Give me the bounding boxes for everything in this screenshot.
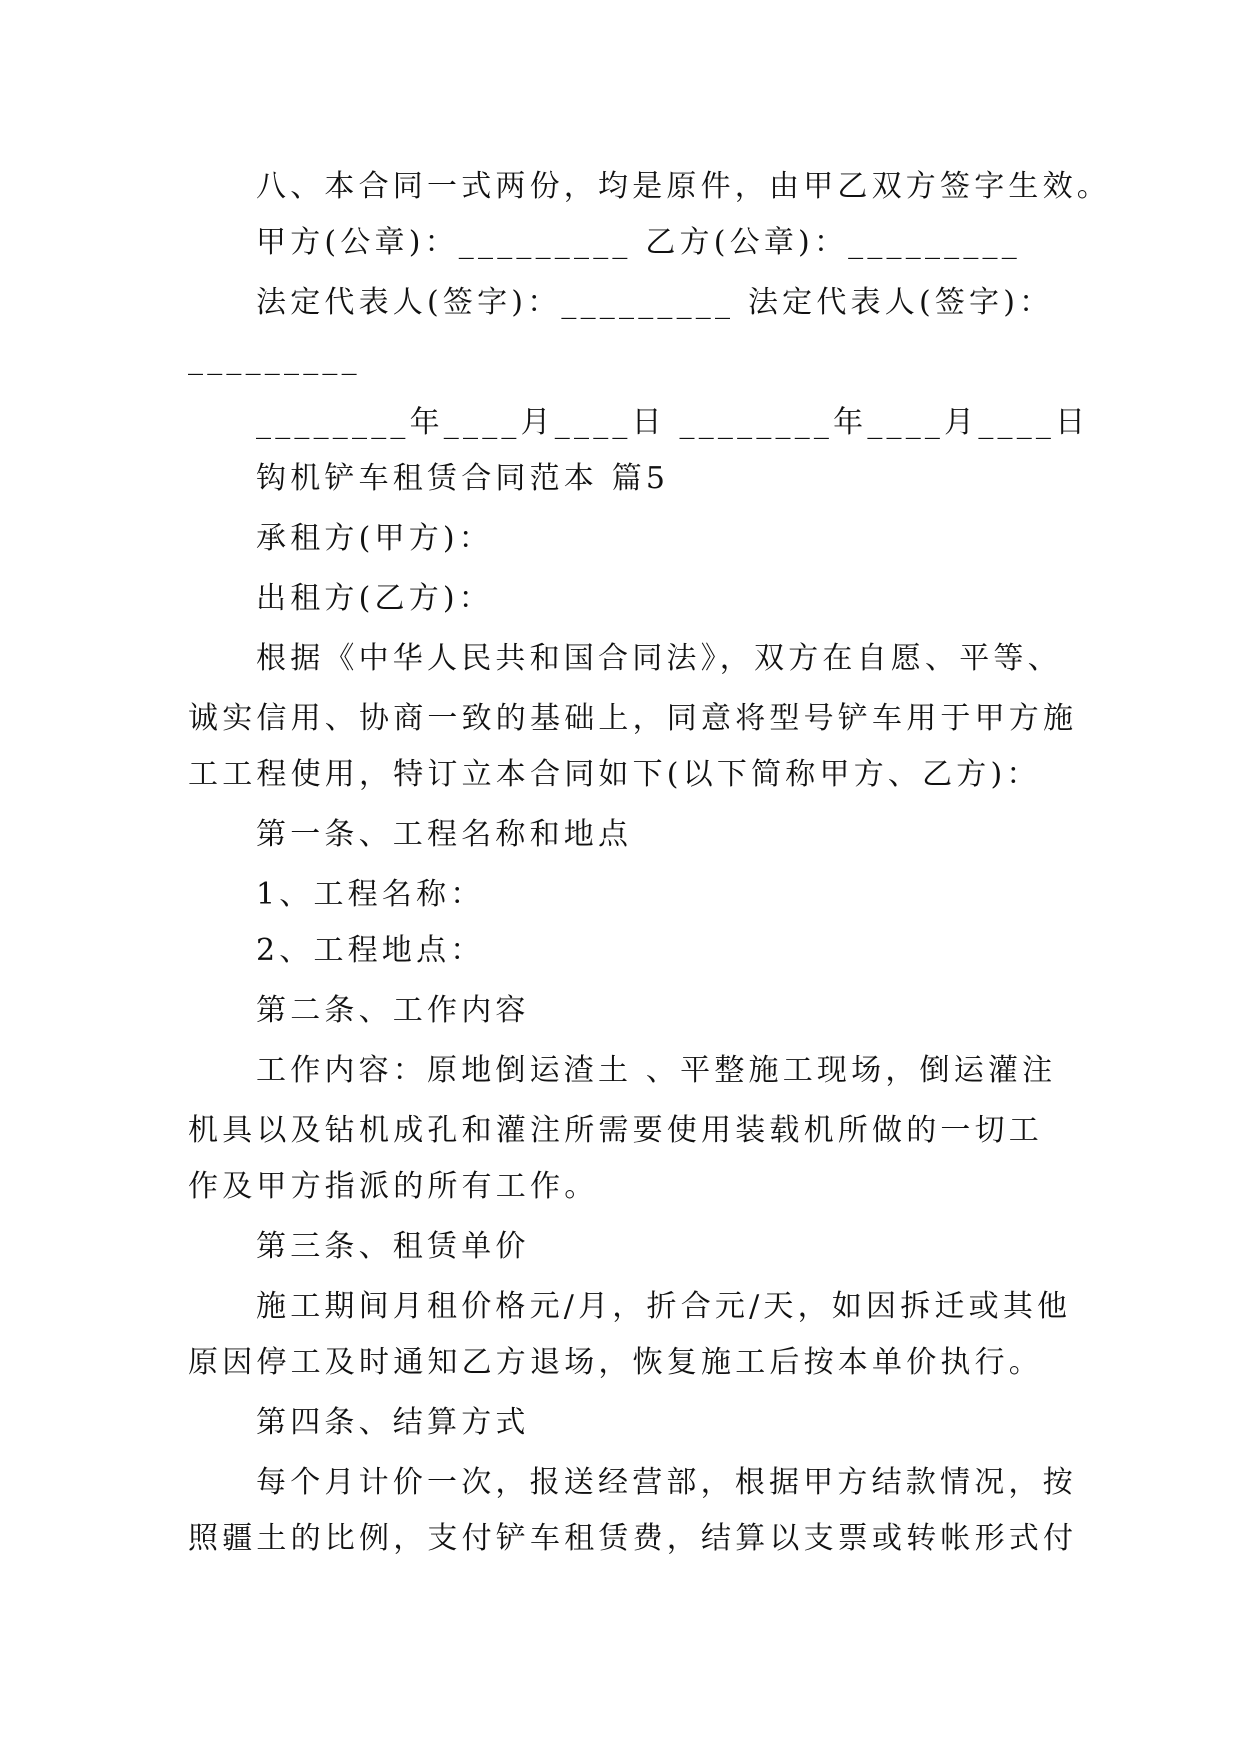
- lessee-line: 承租方(甲方)：: [256, 521, 494, 556]
- lessor-line: 出租方(乙方)：: [256, 581, 494, 616]
- signature-line-representative: 法定代表人(签字)：_________ 法定代表人(签字)：: [256, 285, 1054, 320]
- section-title: 钩机铲车租赁合同范本 篇5: [256, 461, 670, 496]
- article-heading: 第一条、工程名称和地点: [256, 817, 633, 852]
- item-line: 2、工程地点：: [256, 933, 485, 968]
- paragraph-line: 每个月计价一次，报送经营部，根据甲方结款情况，按: [256, 1465, 1077, 1500]
- paragraph-line: 机具以及钻机成孔和灌注所需要使用装载机所做的一切工: [188, 1113, 1043, 1148]
- paragraph-line: 工作内容：原地倒运渣土 、平整施工现场，倒运灌注: [256, 1053, 1057, 1088]
- signature-line-seal: 甲方(公章)：_________ 乙方(公章)：_________: [256, 225, 1021, 260]
- date-line: ________年____月____日 ________年____月____日: [256, 405, 1090, 440]
- article-heading: 第四条、结算方式: [256, 1405, 530, 1440]
- item-line: 1、工程名称：: [256, 877, 485, 912]
- paragraph-line: 作及甲方指派的所有工作。: [188, 1169, 599, 1204]
- signature-blank: _________: [188, 341, 361, 376]
- paragraph-line: 诚实信用、协商一致的基础上，同意将型号铲车用于甲方施: [188, 701, 1078, 736]
- text-line: 八、本合同一式两份，均是原件，由甲乙双方签字生效。: [256, 169, 1111, 204]
- paragraph-line: 工工程使用，特订立本合同如下(以下简称甲方、乙方)：: [188, 757, 1041, 792]
- paragraph-line: 照疆土的比例，支付铲车租赁费，结算以支票或转帐形式付: [188, 1521, 1078, 1556]
- paragraph-line: 施工期间月租价格元/月，折合元/天，如因拆迁或其他: [256, 1289, 1072, 1324]
- paragraph-line: 根据《中华人民共和国合同法》，双方在自愿、平等、: [256, 641, 1062, 676]
- article-heading: 第二条、工作内容: [256, 993, 530, 1028]
- article-heading: 第三条、租赁单价: [256, 1229, 530, 1264]
- paragraph-line: 原因停工及时通知乙方退场，恢复施工后按本单价执行。: [188, 1345, 1043, 1380]
